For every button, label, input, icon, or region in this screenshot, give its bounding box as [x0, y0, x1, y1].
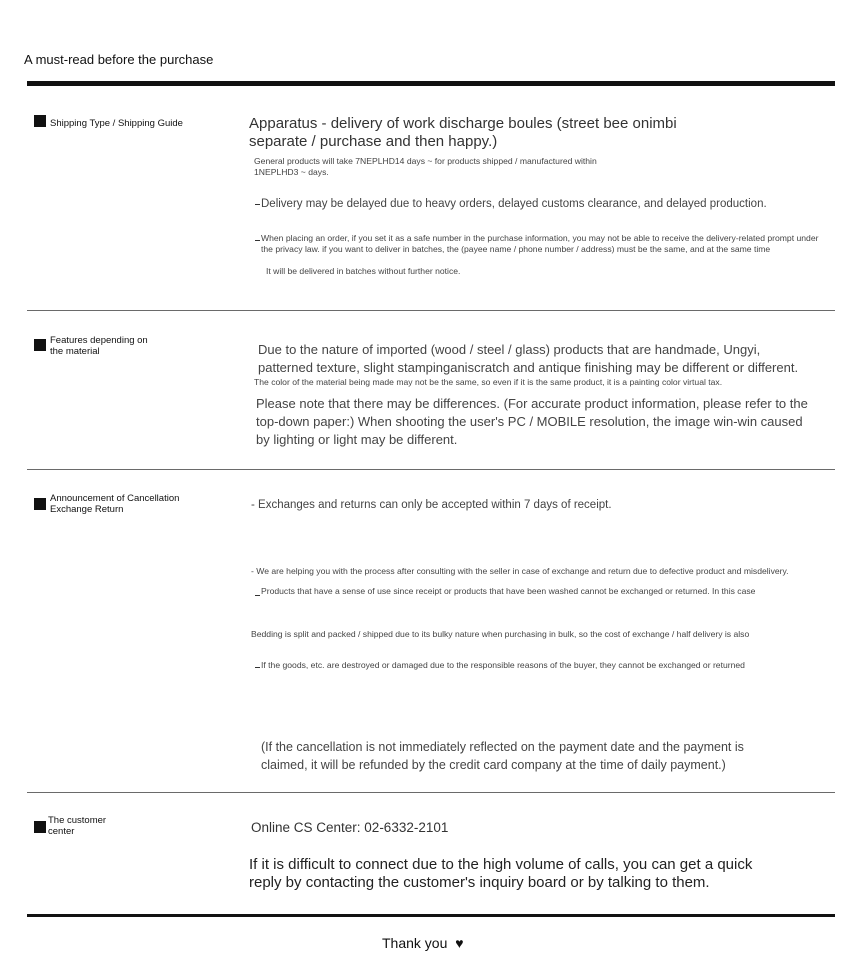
returns-text: Bedding is split and packed / shipped due to its bulky nature when purchasing in bulk, so the cost of exchange / half delivery is also: [251, 629, 750, 639]
section-heading: Apparatus - delivery of work discharge boules (street bee onimbi separate / purchase and then happy.): [249, 115, 677, 150]
dash-mark: [255, 204, 260, 205]
bottom-divider: [27, 914, 835, 917]
material-text: Please note that there may be differences. (For accurate product information, please refer to the top-down paper:) When shooting the user's PC / MOBILE resolution, the image win-win caused by lighting or light may be different.: [256, 396, 808, 447]
returns-text: If the goods, etc. are destroyed or damaged due to the responsible reasons of the buyer, they cannot be exchanged or returned: [261, 660, 745, 670]
material-text: Due to the nature of imported (wood / steel / glass) products that are handmade, Ungyi, patterned texture, slight stampinganiscratch and antique finishing may be different or different.: [258, 342, 799, 375]
section-label: Announcement of Cancellation Exchange Return: [50, 493, 180, 515]
section-divider: [27, 792, 835, 793]
bullet-square-icon: [34, 115, 46, 127]
shipping-note: General products will take 7NEPLHD14 days ~ for products shipped / manufactured within 1NEPLHD3 ~ days.: [254, 156, 597, 177]
material-text: The color of the material being made may not be the same, so even if it is the same product, it is a painting color virtual tax.: [254, 377, 723, 387]
returns-text: - Exchanges and returns can only be accepted within 7 days of receipt.: [251, 499, 612, 511]
bullet-square-icon: [34, 821, 46, 833]
customer-note: If it is difficult to connect due to the high volume of calls, you can get a quick reply by contacting the customer's inquiry board or by talking to them.: [249, 856, 753, 891]
bullet-square-icon: [34, 498, 46, 510]
cs-center-phone: Online CS Center: 02-6332-2101: [251, 820, 449, 835]
dash-mark: [255, 667, 260, 668]
section-label: Shipping Type / Shipping Guide: [50, 118, 183, 129]
section-divider: [27, 469, 835, 470]
shipping-note: It will be delivered in batches without further notice.: [266, 266, 461, 276]
returns-text: (If the cancellation is not immediately reflected on the payment date and the payment is claimed, it will be refunded by the credit card company at the time of daily payment.): [261, 740, 744, 772]
thank-you-text: Thank you: [382, 935, 448, 951]
returns-text: - We are helping you with the process after consulting with the seller in case of exchange and return due to defective product and misdelivery.: [251, 566, 789, 576]
shipping-note: Delivery may be delayed due to heavy orders, delayed customs clearance, and delayed production.: [261, 198, 767, 210]
dash-mark: [255, 595, 260, 596]
returns-text: Products that have a sense of use since receipt or products that have been washed cannot be exchanged or returned. In this case: [261, 586, 756, 596]
section-divider: [27, 310, 835, 311]
footer: [382, 935, 464, 951]
bullet-square-icon: [34, 339, 46, 351]
heart-icon: ♥: [455, 935, 464, 951]
page-title: A must-read before the purchase: [24, 52, 214, 67]
section-label: The customer center: [48, 815, 107, 837]
section-label: Features depending on the material: [50, 335, 148, 357]
top-divider: [27, 81, 835, 86]
dash-mark: [255, 240, 260, 241]
shipping-note: When placing an order, if you set it as a safe number in the purchase information, you may not be able to receive the delivery-related prompt under the privacy law. if you want to deliver in batches, the (payee name / phone number / address) must be the same, and at the same time: [261, 233, 819, 254]
